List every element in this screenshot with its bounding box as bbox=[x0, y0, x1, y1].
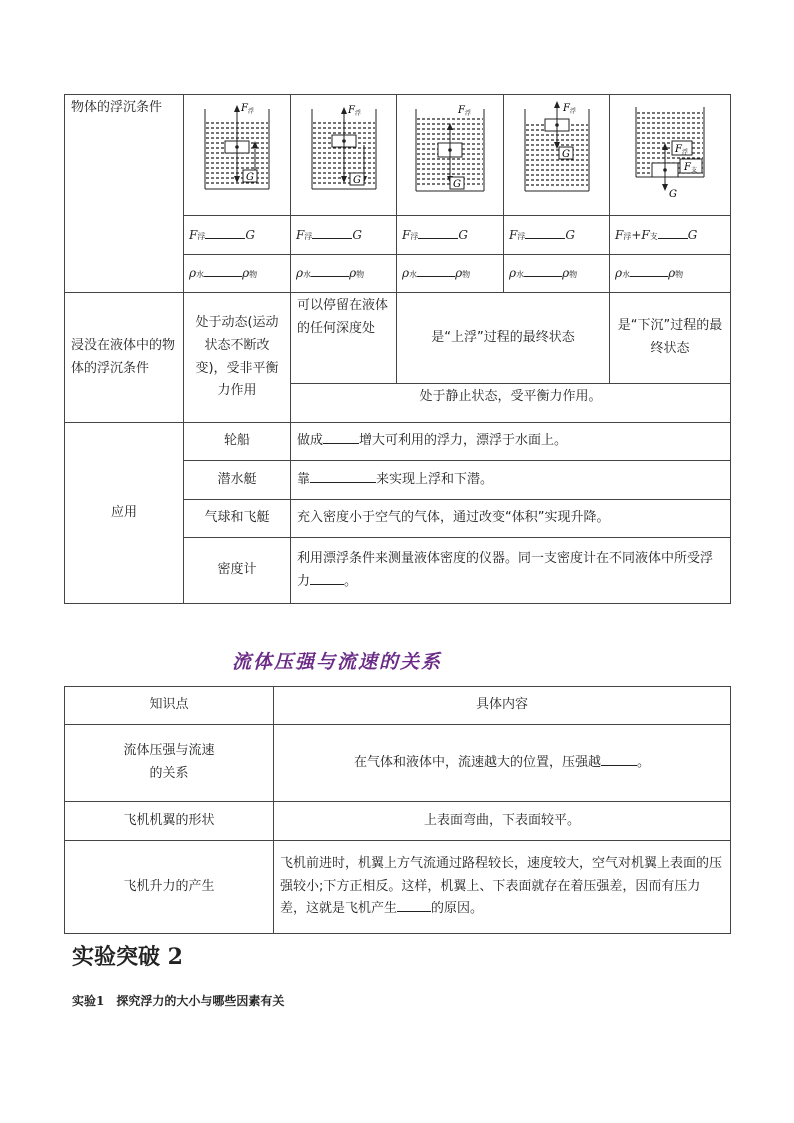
density-compare-3: ρ水 ρ物 bbox=[397, 255, 504, 293]
answer-blank[interactable] bbox=[525, 226, 565, 239]
diagram-suspended bbox=[397, 95, 504, 216]
density-compare-2: ρ水 ρ物 bbox=[291, 255, 397, 293]
answer-blank[interactable] bbox=[418, 226, 458, 239]
content-wing-shape: 上表面弯曲，下表面较平。 bbox=[274, 802, 731, 841]
force-compare-1: F浮 G bbox=[184, 216, 291, 255]
knowledge-pressure-speed: 流体压强与流速的关系 bbox=[65, 725, 274, 802]
app-name-balloon: 气球和飞艇 bbox=[184, 500, 291, 538]
buoyancy-table bbox=[64, 94, 731, 604]
answer-blank[interactable] bbox=[205, 226, 245, 239]
diagram-sinking bbox=[291, 95, 397, 216]
g-label: G bbox=[453, 179, 461, 190]
section-heading: 实验突破 2 bbox=[72, 944, 183, 970]
f-support-label: F bbox=[684, 162, 691, 173]
content-lift: 飞机前进时，机翼上方气流通过路程较长，速度较大，空气对机翼上表面的压强较小;下方正相反。这样，机翼上、下表面就存在着压强差，因而有压力差，这就是飞机产生 的原因。 bbox=[274, 841, 731, 934]
f-float-label: F bbox=[675, 144, 682, 155]
answer-blank[interactable] bbox=[658, 226, 688, 239]
f-sub-label: 浮 bbox=[569, 108, 576, 115]
float-sink-label: 物体的浮沉条件 bbox=[65, 95, 184, 293]
f-sub-label: 浮 bbox=[465, 110, 472, 117]
force-compare-3: F浮 G bbox=[397, 216, 504, 255]
f-label: F bbox=[458, 105, 465, 116]
fluid-pressure-table bbox=[64, 686, 731, 934]
force-compare-5: F浮+F支 G bbox=[610, 216, 731, 255]
answer-blank[interactable] bbox=[397, 899, 431, 912]
answer-blank[interactable] bbox=[601, 753, 637, 766]
app-desc-balloon: 充入密度小于空气的气体，通过改变“体积”实现升降。 bbox=[291, 500, 731, 538]
app-desc-submarine: 靠 来实现上浮和下潜。 bbox=[291, 461, 731, 500]
diagram-suspended-svg bbox=[406, 99, 494, 211]
answer-blank[interactable] bbox=[310, 470, 376, 483]
answer-blank[interactable] bbox=[323, 431, 359, 444]
g-label: G bbox=[669, 189, 677, 200]
f-sub-label: 浮 bbox=[248, 108, 255, 115]
knowledge-wing-shape: 飞机机翼的形状 bbox=[65, 802, 274, 841]
diagram-sunk bbox=[610, 95, 731, 216]
density-compare-4: ρ水 ρ物 bbox=[504, 255, 610, 293]
app-name-hydrometer: 密度计 bbox=[184, 538, 291, 604]
f-float-sub-label: 浮 bbox=[682, 149, 689, 156]
application-label: 应用 bbox=[65, 423, 184, 604]
experiment-heading: 实验1 探究浮力的大小与哪些因素有关 bbox=[72, 994, 285, 1008]
immersed-condition-label: 浸没在液体中的物体的浮沉条件 bbox=[65, 293, 184, 423]
diagram-floating bbox=[504, 95, 610, 216]
g-label: G bbox=[352, 175, 361, 186]
answer-blank[interactable] bbox=[204, 264, 242, 277]
diagram-sinking-svg bbox=[300, 99, 388, 211]
section-title-fluid-pressure: 流体压强与流速的关系 bbox=[232, 651, 443, 673]
f-label: F bbox=[241, 103, 248, 114]
static-state-text: 处于静止状态，受平衡力作用。 bbox=[291, 384, 731, 423]
float-final-text: 是“上浮”过程的最终状态 bbox=[397, 293, 610, 384]
diagram-rising-svg bbox=[193, 99, 281, 211]
dynamic-state-text: 处于动态(运动状态不断改变)，受非平衡力作用 bbox=[184, 293, 291, 423]
sink-final-text: 是“下沉”过程的最终状态 bbox=[610, 293, 731, 384]
knowledge-lift: 飞机升力的产生 bbox=[65, 841, 274, 934]
answer-blank[interactable] bbox=[312, 226, 352, 239]
f-sub-label: 浮 bbox=[354, 110, 361, 117]
density-compare-5: ρ水 ρ物 bbox=[610, 255, 731, 293]
content-pressure-speed: 在气体和液体中，流速越大的位置，压强越 。 bbox=[274, 725, 731, 802]
f-label: F bbox=[562, 103, 570, 114]
answer-blank[interactable] bbox=[524, 264, 562, 277]
header-content: 具体内容 bbox=[274, 687, 731, 725]
force-compare-4: F浮 G bbox=[504, 216, 610, 255]
answer-blank[interactable] bbox=[417, 264, 455, 277]
force-compare-2: F浮 G bbox=[291, 216, 397, 255]
suspend-text: 可以停留在液体的任何深度处 bbox=[291, 293, 397, 384]
diagram-floating-svg bbox=[513, 99, 601, 211]
app-name-submarine: 潜水艇 bbox=[184, 461, 291, 500]
answer-blank[interactable] bbox=[310, 572, 344, 585]
app-desc-hydrometer: 利用漂浮条件来测量液体密度的仪器。同一支密度计在不同液体中所受浮力 。 bbox=[291, 538, 731, 604]
g-label: G bbox=[561, 149, 570, 160]
f-label: F bbox=[347, 105, 355, 116]
header-knowledge: 知识点 bbox=[65, 687, 274, 725]
answer-blank[interactable] bbox=[311, 264, 349, 277]
app-desc-ship: 做成 增大可利用的浮力，漂浮于水面上。 bbox=[291, 423, 731, 461]
answer-blank[interactable] bbox=[630, 264, 668, 277]
app-name-ship: 轮船 bbox=[184, 423, 291, 461]
diagram-sunk-svg bbox=[620, 99, 720, 211]
f-support-sub-label: 支 bbox=[691, 167, 698, 174]
density-compare-1: ρ水 ρ物 bbox=[184, 255, 291, 293]
diagram-rising bbox=[184, 95, 291, 216]
g-label: G bbox=[246, 172, 254, 183]
